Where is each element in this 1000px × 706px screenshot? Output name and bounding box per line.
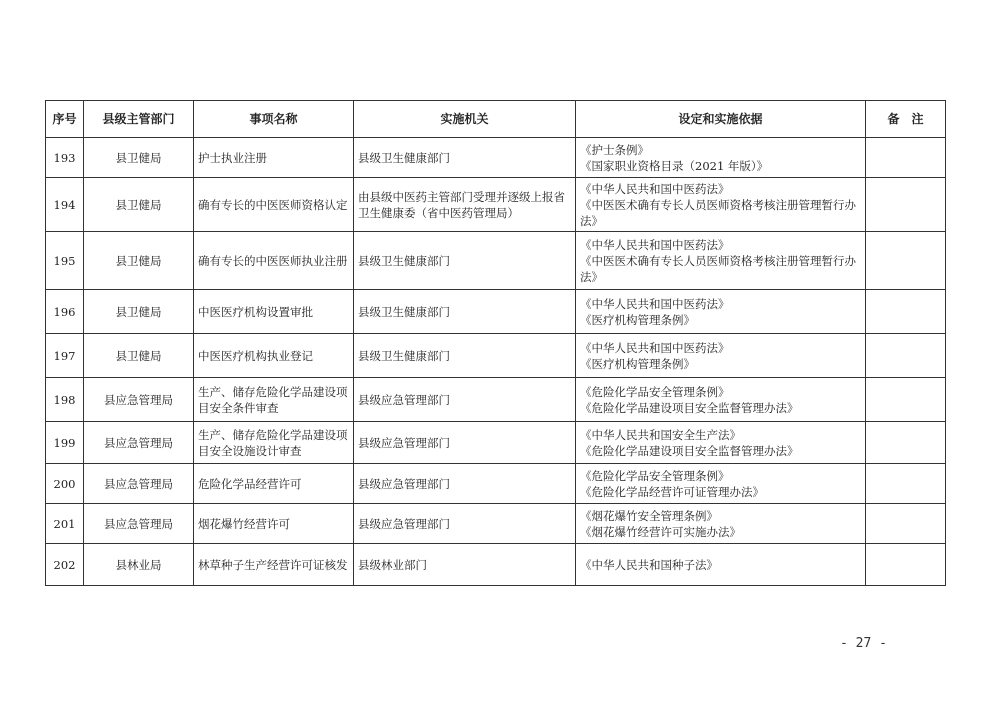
table-row: [46, 334, 946, 378]
table-row: [46, 232, 946, 290]
basis-line: 《中华人民共和国种子法》: [580, 557, 718, 572]
basis-line: 《危险化学品建设项目安全监督管理办法》: [580, 400, 799, 415]
row-item-name: 生产、储存危险化学品建设项目安全条件审查: [194, 378, 354, 422]
basis-line: 《烟花爆竹经营许可实施办法》: [580, 524, 741, 539]
header-dept: 县级主管部门: [84, 101, 194, 138]
row-item-name: 生产、储存危险化学品建设项目安全设施设计审查: [194, 422, 354, 464]
row-number: 195: [46, 232, 84, 290]
row-number: 199: [46, 422, 84, 464]
row-implementing-org: 县级林业部门: [354, 544, 576, 586]
row-item-name: 确有专长的中医医师执业注册: [194, 232, 354, 290]
row-item-name: 确有专长的中医医师资格认定: [194, 178, 354, 232]
row-note: [866, 178, 946, 232]
row-number: 198: [46, 378, 84, 422]
basis-line: 《中华人民共和国中医药法》: [580, 181, 730, 196]
basis-line: 《中华人民共和国安全生产法》: [580, 427, 741, 442]
row-department: 县卫健局: [84, 232, 194, 290]
row-item-name: 中医医疗机构设置审批: [194, 290, 354, 334]
row-item-name: 烟花爆竹经营许可: [194, 504, 354, 544]
row-number: 202: [46, 544, 84, 586]
row-item-name: 中医医疗机构执业登记: [194, 334, 354, 378]
basis-line: 《医疗机构管理条例》: [580, 312, 695, 327]
row-note: [866, 464, 946, 504]
row-department: 县应急管理局: [84, 378, 194, 422]
row-implementing-org: 县级应急管理部门: [354, 504, 576, 544]
row-department: 县卫健局: [84, 290, 194, 334]
header-note: 备 注: [866, 101, 946, 138]
row-implementing-org: 县级卫生健康部门: [354, 232, 576, 290]
basis-line: 《烟花爆竹安全管理条例》: [580, 508, 718, 523]
row-number: 201: [46, 504, 84, 544]
row-department: 县应急管理局: [84, 422, 194, 464]
row-note: [866, 544, 946, 586]
row-implementing-org: 县级应急管理部门: [354, 378, 576, 422]
basis-line: 《中医医术确有专长人员医师资格考核注册管理暂行办法》: [580, 253, 856, 284]
row-note: [866, 378, 946, 422]
row-item-name: 危险化学品经营许可: [194, 464, 354, 504]
table-row: [46, 504, 946, 544]
table-header-row: [46, 101, 946, 138]
header-no: 序号: [46, 101, 84, 138]
row-legal-basis: [576, 422, 866, 464]
row-legal-basis: [576, 464, 866, 504]
row-implementing-org: 县级应急管理部门: [354, 422, 576, 464]
row-legal-basis: [576, 138, 866, 178]
row-legal-basis: [576, 378, 866, 422]
table-row: [46, 178, 946, 232]
table-row: [46, 422, 946, 464]
basis-line: 《医疗机构管理条例》: [580, 356, 695, 371]
basis-line: 《中医医术确有专长人员医师资格考核注册管理暂行办法》: [580, 197, 856, 228]
row-note: [866, 290, 946, 334]
row-number: 194: [46, 178, 84, 232]
row-note: [866, 138, 946, 178]
basis-line: 《中华人民共和国中医药法》: [580, 296, 730, 311]
row-implementing-org: 县级卫生健康部门: [354, 290, 576, 334]
basis-line: 《危险化学品安全管理条例》: [580, 384, 730, 399]
row-legal-basis: [576, 504, 866, 544]
row-number: 196: [46, 290, 84, 334]
row-number: 197: [46, 334, 84, 378]
row-department: 县林业局: [84, 544, 194, 586]
row-department: 县卫健局: [84, 334, 194, 378]
table-row: [46, 544, 946, 586]
row-department: 县应急管理局: [84, 504, 194, 544]
row-note: [866, 504, 946, 544]
row-implementing-org: 县级卫生健康部门: [354, 334, 576, 378]
row-legal-basis: [576, 232, 866, 290]
basis-line: 《护士条例》: [580, 142, 649, 157]
row-legal-basis: [576, 290, 866, 334]
row-department: 县卫健局: [84, 178, 194, 232]
row-department: 县应急管理局: [84, 464, 194, 504]
row-note: [866, 334, 946, 378]
table-row: [46, 138, 946, 178]
table-row: [46, 290, 946, 334]
row-item-name: 林草种子生产经营许可证核发: [194, 544, 354, 586]
row-legal-basis: [576, 334, 866, 378]
row-implementing-org: 县级卫生健康部门: [354, 138, 576, 178]
page-number: - 27 -: [840, 636, 887, 651]
basis-line: 《危险化学品经营许可证管理办法》: [580, 484, 764, 499]
row-note: [866, 232, 946, 290]
basis-line: 《危险化学品建设项目安全监督管理办法》: [580, 443, 799, 458]
items-table: [45, 100, 946, 586]
row-legal-basis: [576, 544, 866, 586]
basis-line: 《中华人民共和国中医药法》: [580, 340, 730, 355]
row-legal-basis: [576, 178, 866, 232]
basis-line: 《中华人民共和国中医药法》: [580, 237, 730, 252]
header-org: 实施机关: [354, 101, 576, 138]
row-number: 193: [46, 138, 84, 178]
table-row: [46, 464, 946, 504]
row-note: [866, 422, 946, 464]
row-item-name: 护士执业注册: [194, 138, 354, 178]
basis-line: 《国家职业资格目录（2021 年版）》: [580, 158, 769, 173]
header-name: 事项名称: [194, 101, 354, 138]
table-row: [46, 378, 946, 422]
row-implementing-org: 县级应急管理部门: [354, 464, 576, 504]
basis-line: 《危险化学品安全管理条例》: [580, 468, 730, 483]
row-number: 200: [46, 464, 84, 504]
header-basis: 设定和实施依据: [576, 101, 866, 138]
row-department: 县卫健局: [84, 138, 194, 178]
row-implementing-org: 由县级中医药主管部门受理并逐级上报省卫生健康委（省中医药管理局）: [354, 178, 576, 232]
